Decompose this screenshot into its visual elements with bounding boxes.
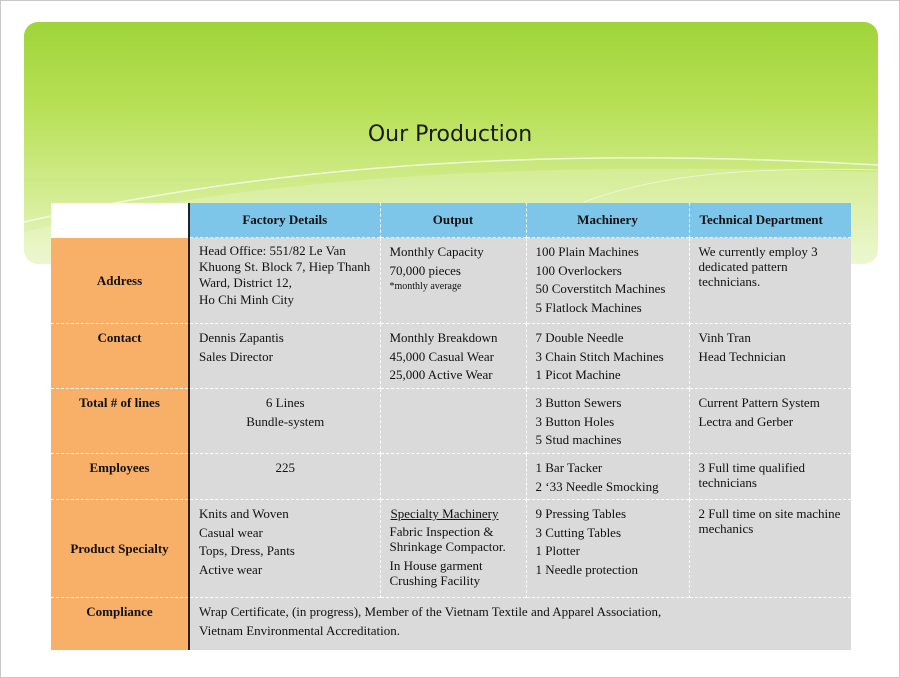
employees-factory-cell [189, 454, 380, 500]
factory-line: Bundle-system [246, 413, 325, 429]
lines-machinery-cell [526, 389, 689, 454]
output-line: In House garment Crushing Facility [389, 557, 483, 589]
factory-line: Sales Director [199, 348, 274, 364]
header-row [51, 203, 851, 238]
employees-output-cell [380, 454, 526, 500]
address-output-cell [380, 238, 526, 324]
machinery-line: 9 Pressing Tables [535, 506, 627, 521]
address-technical-cell [689, 238, 851, 324]
machinery-line: 2 ‘33 Needle Smocking [535, 478, 659, 494]
specialty-factory-cell [189, 500, 380, 598]
lines-output-cell [380, 389, 526, 454]
technical-line: We currently employ 3 dedicated pattern technicians. [698, 244, 818, 289]
header-factory-details: Factory Details [189, 203, 380, 238]
technical-line: 3 Full time qualified technicians [698, 460, 806, 490]
address-factory-cell [189, 238, 380, 324]
output-line: Fabric Inspection & Shrinkage Compactor. [389, 523, 506, 555]
lines-technical-cell [689, 389, 851, 454]
row-label-product-specialty: Product Specialty [51, 500, 189, 598]
table-row-total-lines [51, 389, 851, 454]
contact-technical-cell [689, 324, 851, 389]
output-line: 45,000 Casual Wear [389, 348, 494, 364]
machinery-line: 3 Button Sewers [535, 395, 622, 410]
factory-line: Tops, Dress, Pants [199, 543, 295, 559]
machinery-line: 100 Overlockers [535, 262, 622, 278]
employees-machinery-cell [526, 454, 689, 500]
header-corner [51, 203, 189, 238]
technical-line: Current Pattern System [698, 395, 820, 410]
machinery-line: 3 Chain Stitch Machines [535, 348, 664, 364]
factory-line: 6 Lines [265, 395, 305, 410]
row-label-address: Address [51, 238, 189, 324]
machinery-line: 1 Picot Machine [535, 367, 621, 383]
row-label-employees: Employees [51, 454, 189, 500]
machinery-line: 1 Plotter [535, 543, 580, 559]
header-machinery: Machinery [526, 203, 689, 238]
output-footnote: *monthly average [389, 281, 462, 293]
output-line: 25,000 Active Wear [389, 367, 493, 383]
technical-line: Head Technician [698, 348, 786, 364]
machinery-line: 1 Needle protection [535, 562, 639, 578]
row-label-compliance: Compliance [51, 598, 189, 650]
machinery-line: 100 Plain Machines [535, 244, 639, 259]
machinery-line: 5 Flatlock Machines [535, 300, 642, 316]
factory-line: Active wear [199, 562, 263, 578]
header-output: Output [380, 203, 526, 238]
machinery-line: 5 Stud machines [535, 432, 622, 448]
address-factory-line: Ho Chi Minh City [199, 292, 294, 307]
lines-factory-cell [189, 389, 380, 454]
machinery-line: 3 Button Holes [535, 413, 615, 429]
table-row-product-specialty [51, 500, 851, 598]
factory-line: Casual wear [199, 524, 263, 540]
specialty-technical-cell [689, 500, 851, 598]
specialty-output-cell [380, 500, 526, 598]
factory-line: Dennis Zapantis [199, 330, 284, 345]
output-line: Monthly Capacity [389, 244, 484, 259]
output-line: 70,000 pieces [389, 262, 461, 278]
specialty-machinery-heading: Specialty Machinery [390, 506, 499, 521]
table-row-employees [51, 454, 851, 500]
contact-factory-cell [189, 324, 380, 389]
machinery-line: 50 Coverstitch Machines [535, 281, 666, 297]
header-technical-department: Technical Department [689, 203, 851, 238]
machinery-line: 7 Double Needle [535, 330, 624, 345]
row-label-total-lines: Total # of lines [51, 389, 189, 454]
employees-technical-cell [689, 454, 851, 500]
output-line: Monthly Breakdown [389, 330, 498, 345]
row-label-contact: Contact [51, 324, 189, 389]
technical-line: 2 Full time on site machine mechanics [698, 506, 841, 536]
employee-count: 225 [275, 460, 295, 475]
contact-machinery-cell [526, 324, 689, 389]
machinery-line: 3 Cutting Tables [535, 524, 622, 540]
machinery-line: 1 Bar Tacker [535, 460, 603, 475]
compliance-text: Wrap Certificate, (in progress), Member of the Vietnam Textile and Apparel Association, Vietnam Environmental Accreditation. [189, 598, 851, 650]
address-machinery-cell [526, 238, 689, 324]
technical-line: Lectra and Gerber [698, 413, 794, 429]
contact-output-cell [380, 324, 526, 389]
table-row-compliance [51, 598, 851, 650]
page-title: Our Production [367, 122, 533, 147]
specialty-machinery-cell [526, 500, 689, 598]
production-table [51, 203, 851, 650]
technical-line: Vinh Tran [698, 330, 751, 345]
factory-line: Knits and Woven [199, 506, 289, 521]
address-factory-line: Head Office: 551/82 Le Van Khuong St. Block 7, Hiep Thanh Ward, District 12, [199, 243, 371, 290]
table-row-contact [51, 324, 851, 389]
table-row-address [51, 238, 851, 324]
